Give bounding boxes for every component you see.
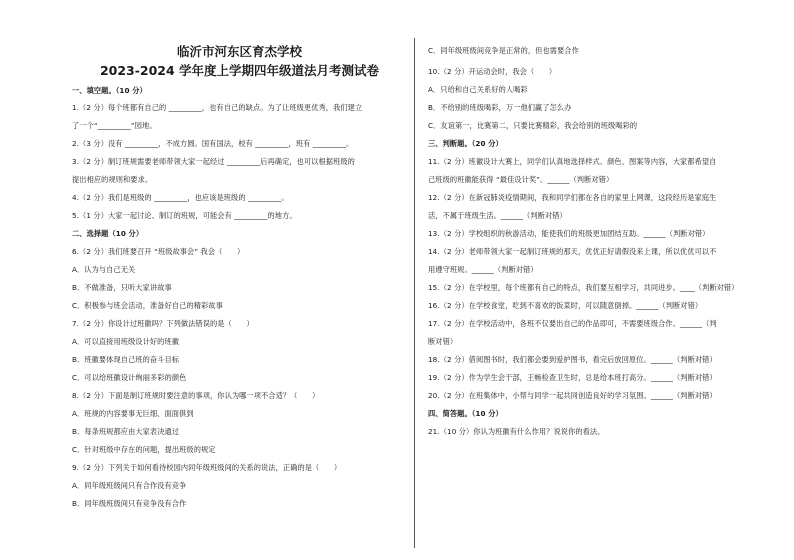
question-7-option-c: C．可以给班徽设计绚丽多彩的颜色 <box>72 373 187 382</box>
question-17-line-1: 17.（2 分）在学校活动中，各班不仅要出自己的作品即可，不需要班级合作。______（判 <box>428 319 717 328</box>
question-7-option-b: B．班徽要体现自己班的奋斗目标 <box>72 355 180 364</box>
question-6-option-a: A．认为与自己无关 <box>72 265 136 274</box>
question-19: 19.（2 分）作为学生会干部，王畅检查卫生时，总是给本班打高分。______（判断对错） <box>428 373 717 382</box>
question-10: 10.（2 分）开运动会时，我会（ ） <box>428 67 557 76</box>
question-8-option-b: B．每条班规都应由大家表决通过 <box>72 427 180 436</box>
question-13: 13.（2 分）学校组织的秋游活动，能使我们的班级更加团结互助。______（判断对错） <box>428 229 710 238</box>
exam-title: 2023-2024 学年度上学期四年级道法月考测试卷 <box>99 63 380 78</box>
question-1-line-1: 1.（2 分）每个班都有自己的 _________，也有自己的缺点。为了让班级更优秀，我们建立 <box>72 103 363 112</box>
question-1-line-2: 了一个“_________”园地。 <box>72 121 157 130</box>
question-17-line-2: 断对错） <box>428 337 458 346</box>
section-fill-blank: 一、填空题。（10 分） <box>72 86 147 95</box>
question-8: 8.（2 分）下面是制订班规时要注意的事项，你认为哪一项不合适？（ ） <box>72 391 320 400</box>
question-6-option-b: B．不做准备，只听大家讲故事 <box>72 283 172 292</box>
question-3-line-2: 提出相应的规则和要求。 <box>72 175 153 184</box>
question-8-option-c: C．针对班级中存在的问题，提出班级的规定 <box>72 445 216 454</box>
question-20: 20.（2 分）在班集体中，小帮与同学一起共同创造良好的学习氛围。______（判断对错） <box>428 391 717 400</box>
question-4: 4.（2 分）我们是班级的 _________，也应该是班级的 _________。 <box>72 193 289 202</box>
question-2: 2.（3 分）没有 _________，不成方圆。国有国法，校有 _________，班有 _________。 <box>72 139 354 148</box>
section-short-answer: 四、简答题。（10 分） <box>428 409 503 418</box>
question-14-line-2: 用遵守班规。______（判断对错） <box>428 265 538 274</box>
question-16: 16.（2 分）在学校食堂，吃到不喜欢的饭菜时，可以随意倒掉。______（判断对错） <box>428 301 703 310</box>
question-6-option-c: C．积极参与班会活动，准备好自己的精彩故事 <box>72 301 223 310</box>
question-10-option-b: B．不给别的班级喝彩，万一他们赢了怎么办 <box>428 103 572 112</box>
question-12-line-1: 12.（2 分）在新冠肺炎疫情期间，我和同学们都在各自的家里上网课，这段经历是家庭生 <box>428 193 717 202</box>
question-8-option-a: A．班规的内容要事无巨细、面面俱到 <box>72 409 194 418</box>
section-choice: 二、选择题（10 分） <box>72 229 144 238</box>
question-10-option-c: C．友谊第一，比赛第二，只要比赛精彩，我会给别的班级喝彩的 <box>428 121 638 130</box>
question-7-option-a: A．可以直接用班级设计好的班徽 <box>72 337 180 346</box>
column-divider <box>414 38 415 548</box>
school-title: 临沂市河东区育杰学校 <box>176 44 302 59</box>
question-9: 9.（2 分）下列关于如何看待校园内同年级班级间的关系的说法，正确的是（ ） <box>72 463 342 472</box>
question-15: 15.（2 分）在学校里，每个班都有自己的特点，我们要互相学习，共同进步。____（判断对错） <box>428 283 739 292</box>
question-21: 21.（10 分）你认为班徽有什么作用？说说你的看法。 <box>428 427 605 436</box>
question-14-line-1: 14.（2 分）老师带领大家一起制订班规的那天，优优正好请假没来上课，所以优优可以不 <box>428 247 717 256</box>
question-18: 18.（2 分）借阅图书时，我们都会要到爱护图书，看完后放回原位。______（判断对错） <box>428 355 717 364</box>
question-11-line-1: 11.（2 分）班徽设计大赛上，同学们认真地选择样式、颜色、图案等内容，大家都希望自 <box>428 157 717 166</box>
question-9-option-a: A．同年级班级间只有合作没有竞争 <box>72 481 187 490</box>
question-7: 7.（2 分）你设计过班徽吗？下列做法错误的是（ ） <box>72 319 254 328</box>
question-5: 5.（1 分）大家一起讨论、制订的班规，可能会有 _________的地方。 <box>72 211 297 220</box>
question-9-option-b: B．同年级班级间只有竞争没有合作 <box>72 499 187 508</box>
question-11-line-2: 己班级的班徽能获得 “最佳设计奖”。______（判断对错） <box>428 175 614 184</box>
question-12-line-2: 活，不属于班级生活。______（判断对错） <box>428 211 567 220</box>
section-judgment: 三、判断题。（20 分） <box>428 139 503 148</box>
question-3-line-1: 3.（2 分）制订班规需要老师带领大家一起经过 _________后再确定，也可以根据班级的 <box>72 157 355 166</box>
question-10-option-a: A．只给和自己关系好的人喝彩 <box>428 85 528 94</box>
question-6: 6.（2 分）我们班要召开 “班级故事会” 我会（ ） <box>72 247 245 256</box>
question-9-option-c: C．同年级班级间竞争是正常的，但也需要合作 <box>428 46 579 55</box>
